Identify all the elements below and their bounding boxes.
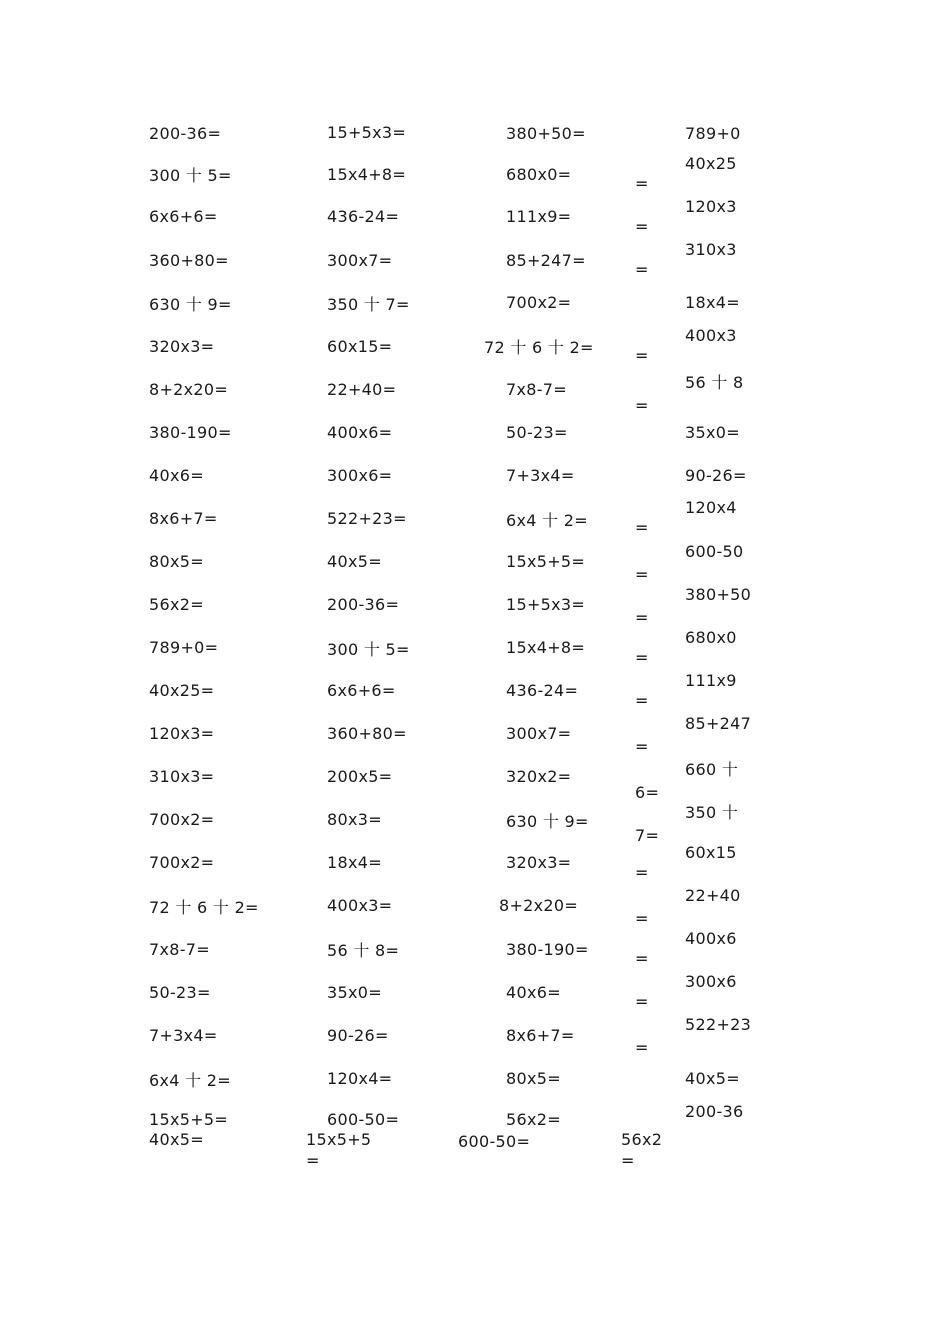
equals-sign: =	[635, 949, 649, 968]
problem: 85+247=	[506, 251, 586, 270]
problem: 7x8-7=	[506, 380, 567, 399]
problem: 600-50=	[327, 1110, 400, 1129]
problem: 111x9	[685, 671, 737, 690]
problem: 360+80=	[149, 251, 229, 270]
problem: 40x5=	[327, 552, 382, 571]
problem: 300x6	[685, 972, 737, 991]
equals-sign: =	[635, 174, 649, 193]
problem: 18x4=	[327, 853, 382, 872]
problem: 90-26=	[685, 466, 747, 485]
equals-sign: =	[635, 565, 649, 584]
problem: 40x25=	[149, 681, 215, 700]
problem: 15x4+8=	[506, 638, 586, 657]
problem: 700x2=	[149, 810, 215, 829]
problem: 380+50=	[506, 124, 586, 143]
problem: 35x0=	[685, 423, 740, 442]
problem: 15+5x3=	[327, 123, 407, 142]
problem: 7+3x4=	[149, 1026, 218, 1045]
problem: 380-190=	[149, 423, 232, 442]
problem: 522+23=	[327, 509, 407, 528]
problem: 310x3=	[149, 767, 215, 786]
problem: 8+2x20=	[149, 380, 229, 399]
problem: 35x0=	[327, 983, 382, 1002]
problem: 6x4 十 2=	[149, 1071, 231, 1090]
problem: 120x4=	[327, 1069, 393, 1088]
equals-sign: =	[635, 346, 649, 365]
problem: 400x6	[685, 929, 737, 948]
problem: 60x15=	[327, 337, 393, 356]
equals-sign: =	[635, 648, 649, 667]
problem: 400x3	[685, 326, 737, 345]
problem: 120x4	[685, 498, 737, 517]
problem: 60x15	[685, 843, 737, 862]
problem: 300 十 5=	[149, 166, 232, 185]
problem: 72 十 6 十 2=	[484, 338, 594, 357]
equals-sign: =	[635, 217, 649, 236]
problem: 789+0	[685, 124, 741, 143]
problem: 22+40	[685, 886, 741, 905]
problem: 200-36=	[327, 595, 400, 614]
problem: 8+2x20=	[499, 896, 579, 915]
problem: 111x9=	[506, 207, 572, 226]
problem: 320x3=	[506, 853, 572, 872]
problem: 40x25	[685, 154, 737, 173]
problem: 700x2=	[149, 853, 215, 872]
equals-sign: =	[635, 396, 649, 415]
problem: 50-23=	[506, 423, 568, 442]
problem: 600-50=	[458, 1132, 531, 1151]
problem: 15+5x3=	[506, 595, 586, 614]
problem: 350 十	[685, 803, 739, 822]
problem: 400x6=	[327, 423, 393, 442]
problem: 40x5=	[685, 1069, 740, 1088]
problem: 8x6+7=	[506, 1026, 575, 1045]
problem: 380+50	[685, 585, 752, 604]
problem: 22+40=	[327, 380, 397, 399]
problem: 789+0=	[149, 638, 219, 657]
problem: 15x5+5=	[506, 552, 586, 571]
problem: 522+23	[685, 1015, 752, 1034]
problem: 90-26=	[327, 1026, 389, 1045]
problem: 300x7=	[506, 724, 572, 743]
equals-sign: =	[635, 737, 649, 756]
problem: 200-36	[685, 1102, 744, 1121]
problem: 436-24=	[506, 681, 579, 700]
problem: 56x2	[621, 1130, 663, 1149]
equals-sign: =	[621, 1151, 635, 1170]
problem: 18x4=	[685, 293, 740, 312]
problem: 200-36=	[149, 124, 222, 143]
problem: 40x5=	[149, 1130, 204, 1149]
problem: 320x3=	[149, 337, 215, 356]
problem: 436-24=	[327, 207, 400, 226]
problem: 300 十 5=	[327, 640, 410, 659]
equals-sign: =	[635, 909, 649, 928]
problem: 320x2=	[506, 767, 572, 786]
problem: 8x6+7=	[149, 509, 218, 528]
problem: 360+80=	[327, 724, 407, 743]
equals-sign: =	[306, 1151, 320, 1170]
problem: 350 十 7=	[327, 295, 410, 314]
problem: 660 十	[685, 760, 739, 779]
problem: 80x3=	[327, 810, 382, 829]
problem: 7+3x4=	[506, 466, 575, 485]
equals-sign: =	[635, 992, 649, 1011]
problem: 80x5=	[149, 552, 204, 571]
problem: 56 十 8=	[327, 941, 400, 960]
equals-sign: =	[635, 518, 649, 537]
problem: 6x4 十 2=	[506, 511, 588, 530]
problem: 630 十 9=	[506, 812, 589, 831]
problem: 72 十 6 十 2=	[149, 898, 259, 917]
equals-sign: 6=	[635, 783, 660, 802]
problem: 6x6+6=	[327, 681, 396, 700]
problem: 40x6=	[506, 983, 561, 1002]
problem: 200x5=	[327, 767, 393, 786]
problem: 630 十 9=	[149, 295, 232, 314]
problem: 310x3	[685, 240, 737, 259]
problem: 40x6=	[149, 466, 204, 485]
problem: 85+247	[685, 714, 752, 733]
problem: 300x6=	[327, 466, 393, 485]
equals-sign: =	[635, 608, 649, 627]
equals-sign: =	[635, 863, 649, 882]
problem: 600-50	[685, 542, 744, 561]
problem: 680x0=	[506, 165, 572, 184]
problem: 700x2=	[506, 293, 572, 312]
problem: 380-190=	[506, 940, 589, 959]
equals-sign: 7=	[635, 826, 660, 845]
problem: 120x3	[685, 197, 737, 216]
problem: 56x2=	[506, 1110, 561, 1129]
equals-sign: =	[635, 1038, 649, 1057]
problem: 7x8-7=	[149, 940, 210, 959]
problem: 56 十 8	[685, 373, 744, 392]
problem: 400x3=	[327, 896, 393, 915]
problem: 680x0	[685, 628, 737, 647]
problem: 300x7=	[327, 251, 393, 270]
problem: 80x5=	[506, 1069, 561, 1088]
equals-sign: =	[635, 260, 649, 279]
problem: 56x2=	[149, 595, 204, 614]
problem: 6x6+6=	[149, 207, 218, 226]
problem: 15x4+8=	[327, 165, 407, 184]
equals-sign: =	[635, 691, 649, 710]
problem: 120x3=	[149, 724, 215, 743]
problem: 50-23=	[149, 983, 211, 1002]
problem: 15x5+5=	[149, 1110, 229, 1129]
problem: 15x5+5	[306, 1130, 372, 1149]
